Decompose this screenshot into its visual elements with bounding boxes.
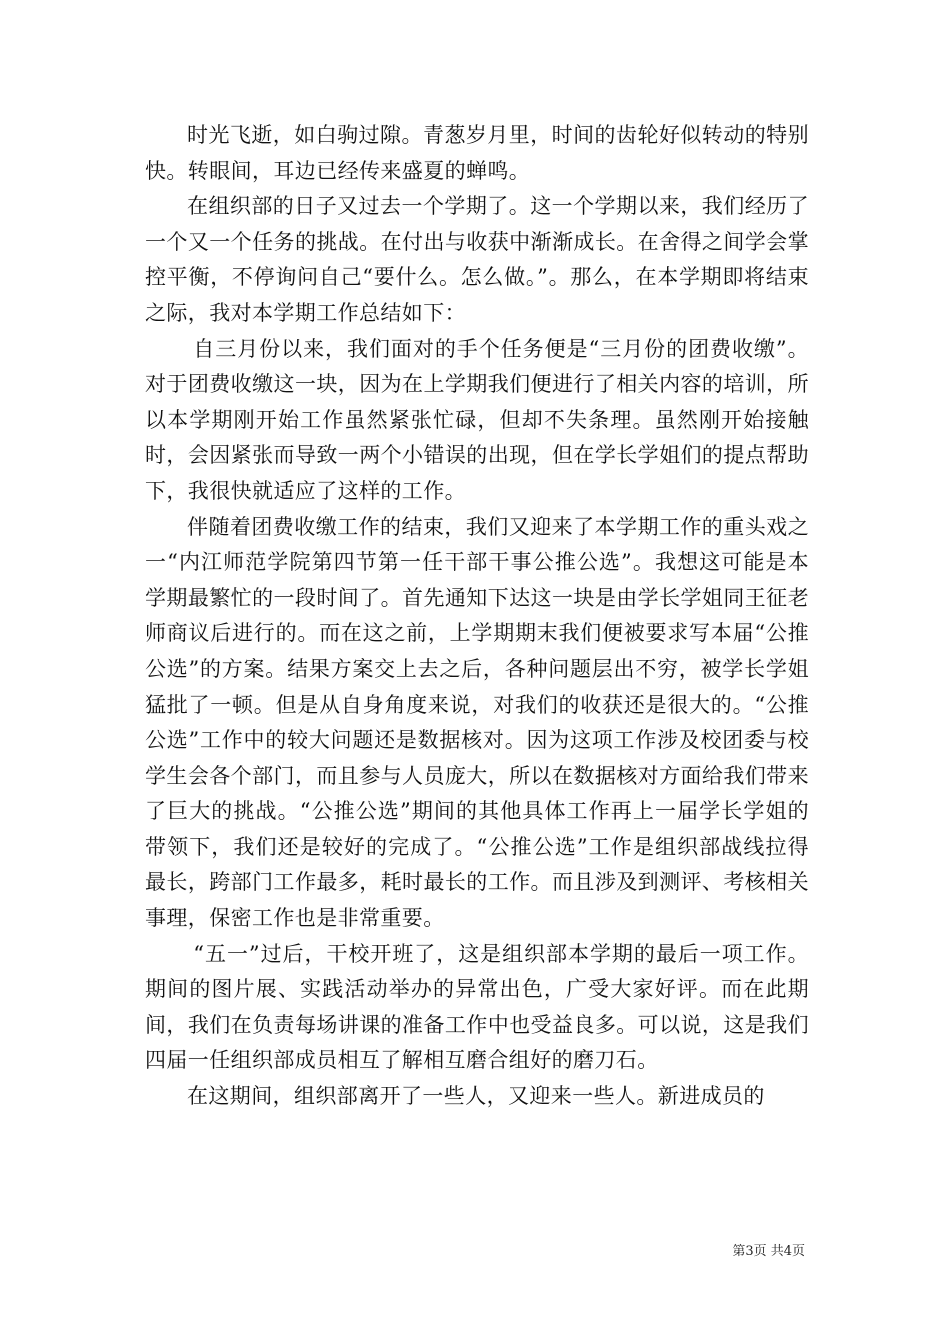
paragraph-public-election: 伴随着团费收缴工作的结束，我们又迎来了本学期工作的重头戏之一“内江师范学院第四节第一任干部干事公推公选”。我想这可能是本学期最繁忙的一段时间了。首先通知下达这一块是由学长学姐同王征老师商议后进行的。而在这之前，上学期期末我们便被要求写本届“公推公选”的方案。结果方案交上去之后，各种问题层出不穷，被学长学姐猛批了一顿。但是从自身角度来说，对我们的收获还是很大的。“公推公选”工作中的较大问题还是数据核对。因为这项工作涉及校团委与校学生会各个部门，而且参与人员庞大，所以在数据核对方面给我们带来了巨大的挑战。“公推公选”期间的其他具体工作再上一届学长学姐的带领下，我们还是较好的完成了。“公推公选”工作是组织部战线拉得最长，跨部门工作最多，耗时最长的工作。而且涉及到测评、考核相关事理，保密工作也是非常重要。: [145, 514, 809, 931]
paragraph-cadre-school: “五一”过后，干校开班了，这是组织部本学期的最后一项工作。期间的图片展、实践活动举办的异常出色，广受大家好评。而在此期间，我们在负责每场讲课的准备工作中也受益良多。可以说，这是我们四届一任组织部成员相互了解相互磨合组好的磨刀石。: [145, 941, 809, 1073]
paragraph-semester-overview: 在组织部的日子又过去一个学期了。这一个学期以来，我们经历了一个又一个任务的挑战。在付出与收获中渐渐成长。在舍得之间学会掌控平衡，不停询问自己“要什么。怎么做。”。那么，在本学期即将结束之际，我对本学期工作总结如下：: [145, 194, 809, 325]
document-body: [145, 118, 809, 1115]
paragraph-league-fee: 自三月份以来，我们面对的手个任务便是“三月份的团费收缴”。对于团费收缴这一块，因为在上学期我们便进行了相关内容的培训，所以本学期刚开始工作虽然紧张忙碌，但却不失条理。虽然刚开始接触时，会因紧张而导致一两个小错误的出现，但在学长学姐们的提点帮助下，我很快就适应了这样的工作。: [145, 336, 809, 503]
page-footer: [732, 1243, 805, 1261]
paragraph-members: 在这期间，组织部离开了一些人，又迎来一些人。新进成员的: [187, 1084, 765, 1109]
paragraph-intro: 时光飞逝，如白驹过隙。青葱岁月里，时间的齿轮好似转动的特别快。转眼间，耳边已经传来盛夏的蝉鸣。: [145, 123, 809, 183]
page-number-label: 第3页 共4页: [732, 1244, 805, 1259]
